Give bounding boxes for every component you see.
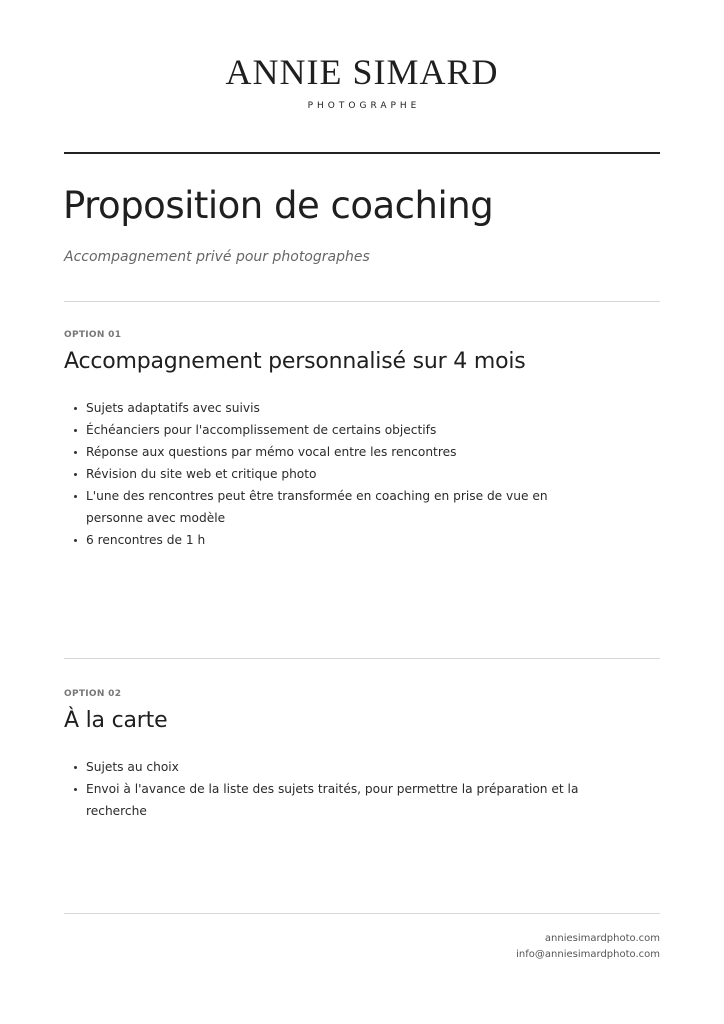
page-subtitle: Accompagnement privé pour photographes <box>64 249 370 265</box>
list-item: Échéanciers pour l'accomplissement de certains objectifs <box>64 419 584 441</box>
section-divider <box>64 658 660 659</box>
section-divider <box>64 301 660 302</box>
page-title: Proposition de coaching <box>63 184 494 227</box>
email-link[interactable]: info@anniesimardphoto.com <box>516 949 660 960</box>
list-item: 6 rencontres de 1 h <box>64 529 584 551</box>
list-item: Réponse aux questions par mémo vocal entre les rencontres <box>64 441 584 463</box>
list-item: Sujets adaptatifs avec suivis <box>64 397 584 419</box>
option-label: OPTION 02 <box>64 689 122 699</box>
option-label: OPTION 01 <box>64 330 122 340</box>
brand-name: ANNIE SIMARD <box>225 52 499 92</box>
header-divider <box>64 152 660 154</box>
brand-logo <box>0 52 724 112</box>
footer-divider <box>64 913 660 914</box>
brand-tagline: PHOTOGRAPHE <box>307 101 421 111</box>
option-heading: À la carte <box>64 708 168 733</box>
website-link[interactable]: anniesimardphoto.com <box>544 933 660 944</box>
list-item: Envoi à l'avance de la liste des sujets traités, pour permettre la préparation et la recherche <box>64 778 584 822</box>
option-02-list <box>64 756 584 822</box>
list-item: Révision du site web et critique photo <box>64 463 584 485</box>
list-item: Sujets au choix <box>64 756 584 778</box>
option-heading: Accompagnement personnalisé sur 4 mois <box>64 349 526 374</box>
option-01-list <box>64 397 584 551</box>
contact-footer <box>516 931 660 963</box>
list-item: L'une des rencontres peut être transformée en coaching en prise de vue en personne avec modèle <box>64 485 584 529</box>
